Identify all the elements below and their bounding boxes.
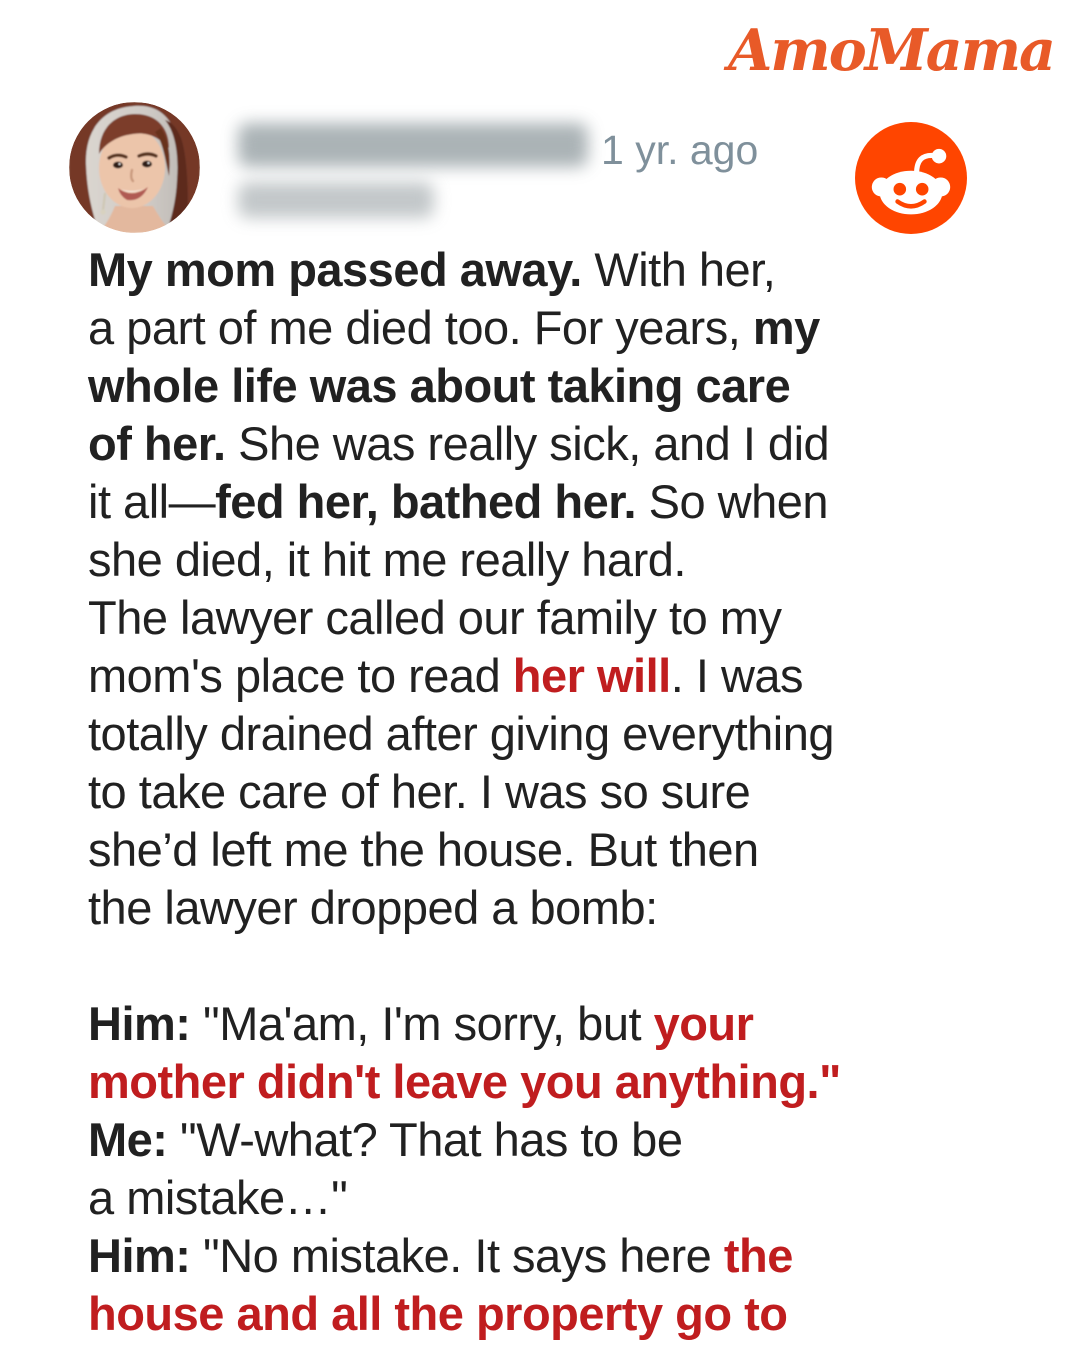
plain-text: She was really sick, and I did [225, 417, 830, 470]
plain-text: it all— [88, 475, 216, 528]
plain-text: So when [636, 475, 829, 528]
amomama-logo: AmoMama [728, 17, 1054, 84]
story-line [88, 1227, 1058, 1285]
post-timestamp: 1 yr. ago [601, 127, 759, 173]
story-line [88, 821, 1058, 879]
story-line [88, 1285, 1058, 1343]
plain-text: "No mistake. It says here [190, 1229, 724, 1282]
story-line [88, 879, 1058, 937]
highlighted-text: your [653, 997, 754, 1050]
story-line [88, 995, 1058, 1053]
plain-text: she’d left me the house. But then [88, 823, 759, 876]
story-line [88, 415, 1058, 473]
story-line [88, 473, 1058, 531]
avatar [69, 102, 200, 233]
blank-line [88, 937, 1058, 995]
story-line [88, 1169, 1058, 1227]
plain-text: a part of me died too. For years, [88, 301, 753, 354]
plain-text: totally drained after giving everything [88, 707, 834, 760]
story-line [88, 647, 1058, 705]
plain-text: she died, it hit me really hard. [88, 533, 686, 586]
story-line [88, 357, 1058, 415]
highlighted-text: her will [512, 649, 671, 702]
bold-text: Him: [88, 997, 191, 1050]
story-line [88, 1053, 1058, 1111]
story-line [88, 589, 1058, 647]
story-line [88, 241, 1058, 299]
plain-text: a mistake…" [88, 1171, 348, 1224]
highlighted-text: mother didn't leave you anything." [88, 1055, 841, 1108]
plain-text: the lawyer dropped a bomb: [88, 881, 658, 934]
reddit-logo-icon [855, 122, 967, 234]
bold-text: my [752, 301, 820, 354]
story-line [88, 763, 1058, 821]
plain-text: to take care of her. I was so sure [88, 765, 751, 818]
bold-text: My mom passed away. [88, 243, 582, 296]
bold-text: Me: [88, 1113, 168, 1166]
plain-text: "Ma'am, I'm sorry, but [190, 997, 654, 1050]
plain-text: mom's place to read [88, 649, 513, 702]
plain-text: The lawyer called our family to my [88, 591, 782, 644]
woman-portrait-icon [69, 102, 200, 233]
story-line [88, 705, 1058, 763]
highlighted-text: the [723, 1229, 793, 1282]
plain-text: . I was [670, 649, 804, 702]
bold-text: whole life was about taking care [88, 359, 791, 412]
story-line [88, 531, 1058, 589]
story-text [88, 241, 1058, 1343]
plain-text: "W-what? That has to be [167, 1113, 683, 1166]
bold-text: of her. [88, 417, 226, 470]
blurred-byline [238, 182, 434, 218]
story-line [88, 299, 1058, 357]
blurred-username [238, 123, 588, 167]
highlighted-text: house and all the property go to [88, 1287, 788, 1340]
bold-text: fed her, bathed her. [215, 475, 637, 528]
plain-text: With her, [581, 243, 776, 296]
story-line [88, 1111, 1058, 1169]
bold-text: Him: [88, 1229, 191, 1282]
